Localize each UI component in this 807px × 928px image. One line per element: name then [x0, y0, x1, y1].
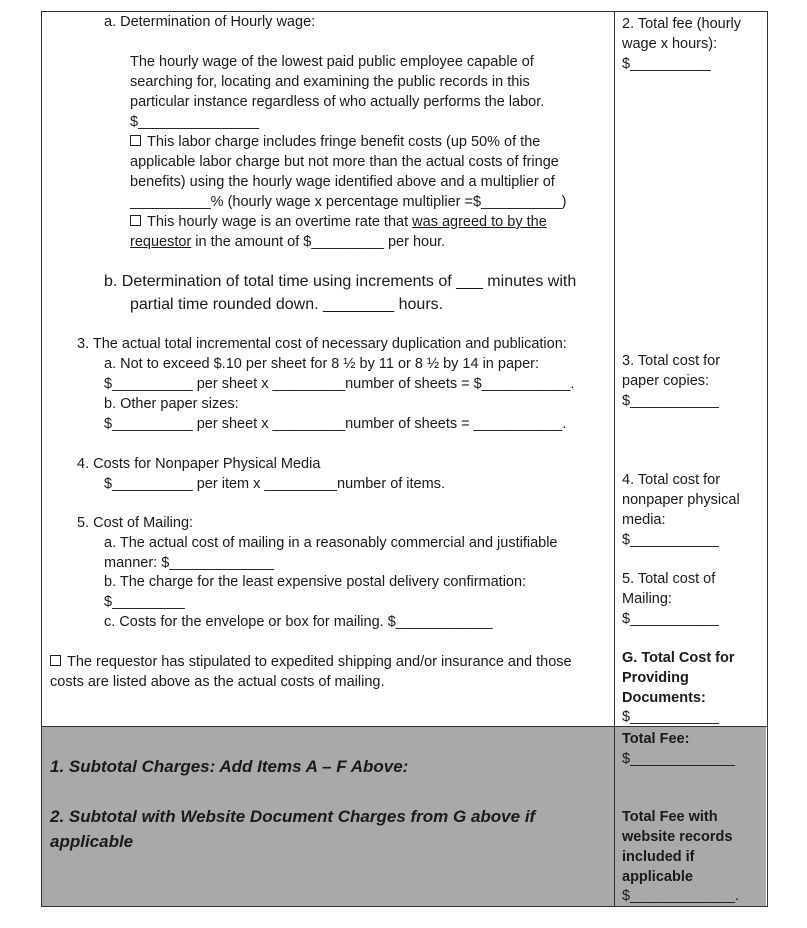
expedited-shipping-option: The requestor has stipulated to expedited shipping and/or insurance and those	[50, 652, 572, 672]
nonpaper-cost-line2: nonpaper physical	[622, 492, 740, 508]
checkbox-icon[interactable]	[50, 655, 61, 666]
duplication-b-blanks[interactable]: $__________ per sheet x _________number of sheets = ___________.	[104, 416, 567, 432]
duplication-b: b. Other paper sizes:	[104, 396, 239, 412]
paper-cost-blank[interactable]: $___________	[622, 393, 719, 409]
total-fee-hourly-blank[interactable]: $__________	[622, 56, 711, 72]
total-fee-website-line2: website records	[622, 829, 733, 845]
hourly-wage-blank[interactable]: $_______________	[130, 114, 260, 130]
total-fee-hourly-line1: 2. Total fee (hourly	[622, 16, 742, 32]
total-time-line2: partial time rounded down. ________ hours.	[130, 296, 444, 313]
duplication-a: a. Not to exceed $.10 per sheet for 8 ½ by 11 or 8 ½ by 14 in paper:	[104, 356, 540, 372]
paper-cost-line2: paper copies:	[622, 373, 710, 389]
duplication-heading: 3. The actual total incremental cost of necessary duplication and publication:	[77, 336, 567, 352]
total-fee-label: Total Fee:	[622, 731, 690, 747]
mailing-cost-line1: 5. Total cost of	[622, 571, 716, 587]
paper-cost-line1: 3. Total cost for	[622, 353, 721, 369]
hourly-wage-heading: a. Determination of Hourly wage:	[104, 14, 316, 30]
mailing-a-line1: a. The actual cost of mailing in a reasonably commercial and justifiable	[104, 535, 558, 551]
total-cost-providing-line1: G. Total Cost for	[622, 650, 735, 666]
checkbox-icon[interactable]	[130, 135, 141, 146]
hourly-wage-text-line3: particular instance regardless of who actually performs the labor.	[130, 94, 545, 110]
mailing-cost-blank[interactable]: $___________	[622, 611, 719, 627]
subtotal-website-line1: 2. Subtotal with Website Document Charges from G above if	[50, 807, 536, 826]
mailing-a-line2[interactable]: manner: $_____________	[104, 555, 275, 571]
mailing-heading: 5. Cost of Mailing:	[77, 515, 194, 531]
total-fee-website-blank[interactable]: $_____________.	[622, 888, 739, 904]
total-cost-providing-blank[interactable]: $___________	[622, 709, 719, 725]
subtotal-charges-label: 1. Subtotal Charges: Add Items A – F Above:	[50, 757, 409, 776]
total-time-line1: b. Determination of total time using increments of ___ minutes with	[104, 273, 577, 290]
checkbox-icon[interactable]	[130, 215, 141, 226]
duplication-a-blanks[interactable]: $__________ per sheet x _________number of sheets = $___________.	[104, 376, 575, 392]
fringe-benefit-line4[interactable]: __________% (hourly wage x percentage multiplier =$__________)	[130, 194, 567, 210]
nonpaper-cost-blank[interactable]: $___________	[622, 532, 719, 548]
expedited-shipping-line2: costs are listed above as the actual costs of mailing.	[50, 674, 385, 690]
nonpaper-blanks[interactable]: $__________ per item x _________number of items.	[104, 476, 445, 492]
nonpaper-cost-line1: 4. Total cost for	[622, 472, 721, 488]
mailing-c[interactable]: c. Costs for the envelope or box for mailing. $____________	[104, 614, 493, 630]
total-cost-providing-line3: Documents:	[622, 690, 706, 706]
nonpaper-cost-line3: media:	[622, 512, 666, 528]
nonpaper-heading: 4. Costs for Nonpaper Physical Media	[77, 456, 321, 472]
overtime-option: This hourly wage is an overtime rate that was agreed to by the	[130, 212, 547, 232]
total-fee-blank[interactable]: $_____________	[622, 751, 735, 767]
fringe-benefit-option: This labor charge includes fringe benefit costs (up 50% of the	[130, 132, 540, 152]
mailing-b-line1: b. The charge for the least expensive postal delivery confirmation:	[104, 574, 527, 590]
hourly-wage-text-line2: searching for, locating and examining the public records in this	[130, 74, 530, 90]
subtotal-website-line2: applicable	[50, 832, 134, 851]
fringe-benefit-line2: applicable labor charge but not more than the actual costs of fringe	[130, 154, 559, 170]
total-fee-website-line3: included if	[622, 849, 695, 865]
total-fee-website-line1: Total Fee with	[622, 809, 718, 825]
mailing-cost-line2: Mailing:	[622, 591, 672, 607]
total-fee-website-line4: applicable	[622, 869, 693, 885]
fringe-benefit-line3: benefits) using the hourly wage identified above and a multiplier of	[130, 174, 555, 190]
total-cost-providing-line2: Providing	[622, 670, 689, 686]
total-fee-hourly-line2: wage x hours):	[622, 36, 718, 52]
mailing-b-line2[interactable]: $_________	[104, 594, 185, 610]
overtime-line2: requestor in the amount of $_________ per hour.	[130, 234, 446, 250]
column-divider	[614, 11, 615, 907]
hourly-wage-text-line1: The hourly wage of the lowest paid public employee capable of	[130, 54, 534, 70]
